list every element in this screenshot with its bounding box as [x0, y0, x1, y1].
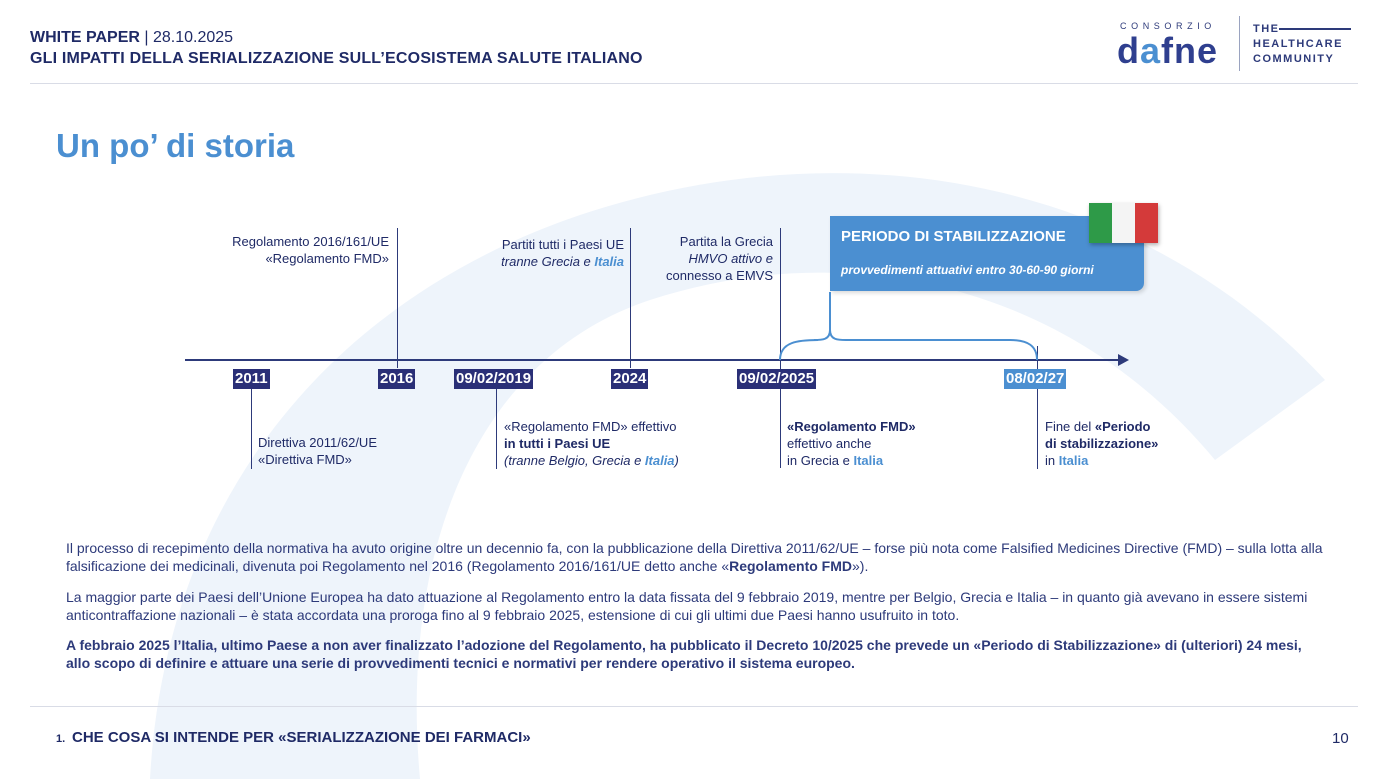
- date-2011: 2011: [235, 370, 268, 387]
- date-2025: 09/02/2025: [739, 370, 815, 387]
- event-2025-above-label: Partita la Grecia HMVO attivo e connesso a EMVS: [666, 234, 773, 283]
- paragraph-1: Il processo di recepimento della normativa ha avuto origine oltre un decennio fa, con la pubblicazione della Direttiva 2011/62/UE – forse più nota come Falsified Medicines Directive (FMD) – sulla lotta alla falsificazione dei medicinali, divenuta poi Regolamento nel 2016 (Regolamento 2016/161/UE detto anche «Regolamento FMD»).: [66, 540, 1323, 574]
- logo-separator: [1239, 16, 1240, 71]
- event-2025-below-label: «Regolamento FMD» effettivo anche in Grecia e Italia: [787, 419, 916, 468]
- stabilization-title: PERIODO DI STABILIZZAZIONE: [841, 228, 1066, 245]
- logo-consorzio-text: CONSORZIO: [1120, 21, 1216, 31]
- event-2011-label: Direttiva 2011/62/UE «Direttiva FMD»: [258, 435, 377, 467]
- header-label: WHITE PAPER | 28.10.2025: [30, 29, 234, 46]
- event-2027-label: Fine del «Periodo di stabilizzazione» in Italia: [1045, 419, 1159, 468]
- paragraph-3: A febbraio 2025 l’Italia, ultimo Paese a non aver finalizzato l’adozione del Regolamento, ha pubblicato il Decreto 10/2025 che prevede un «Periodo di Stabilizzazione» di (ulteriori) 24 mesi, allo scopo di definire e attuare una serie di provvedimenti tecnici e normativi per rendere operativo il sistema europeo.: [66, 637, 1302, 671]
- date-2027: 08/02/27: [1006, 370, 1065, 387]
- timeline-tick-2027: [1037, 346, 1038, 469]
- timeline-arrow-icon: [1118, 354, 1129, 366]
- footer-section-title: CHE COSA SI INTENDE PER «SERIALIZZAZIONE DEI FARMACI»: [72, 729, 531, 746]
- date-2016: 2016: [380, 370, 414, 387]
- header-divider: [30, 83, 1358, 84]
- stabilization-brace: [778, 290, 1040, 362]
- footer-section-number: 1.: [56, 733, 66, 745]
- page-title: Un po’ di storia: [56, 127, 295, 164]
- italian-flag-icon: [1089, 203, 1158, 243]
- event-2016-label: Regolamento 2016/161/UE «Regolamento FMD»: [232, 234, 389, 266]
- event-2019-label: «Regolamento FMD» effettivo in tutti i Paesi UE (tranne Belgio, Grecia e Italia): [504, 419, 679, 468]
- paragraph-2: La maggior parte dei Paesi dell’Unione Europea ha dato attuazione al Regolamento entro la data fissata del 9 febbraio 2019, mentre per Belgio, Grecia e Italia – in quanto già avevano in essere sistemi anticontraffazione nazionali – è stata accordata una proroga fino al 9 febbraio 2025, estensione di cui gli ultimi due Paesi hanno usufruito in toto.: [66, 589, 1308, 623]
- timeline-tick-2016: [397, 228, 398, 368]
- header-subtitle: GLI IMPATTI DELLA SERIALIZZAZIONE SULL’ECOSISTEMA SALUTE ITALIANO: [30, 50, 643, 67]
- stabilization-subtitle: provvedimenti attuativi entro 30-60-90 giorni: [841, 263, 1094, 277]
- date-2019: 09/02/2019: [456, 370, 532, 387]
- event-2024-label: Partiti tutti i Paesi UE tranne Grecia e Italia: [501, 237, 624, 269]
- logo-healthcare-community: THE HEALTHCARE COMMUNITY: [1253, 23, 1343, 65]
- footer-divider: [30, 706, 1358, 707]
- date-2024: 2024: [613, 370, 647, 387]
- page-number: 10: [1332, 730, 1349, 747]
- logo-dafne: dafne: [1117, 30, 1219, 71]
